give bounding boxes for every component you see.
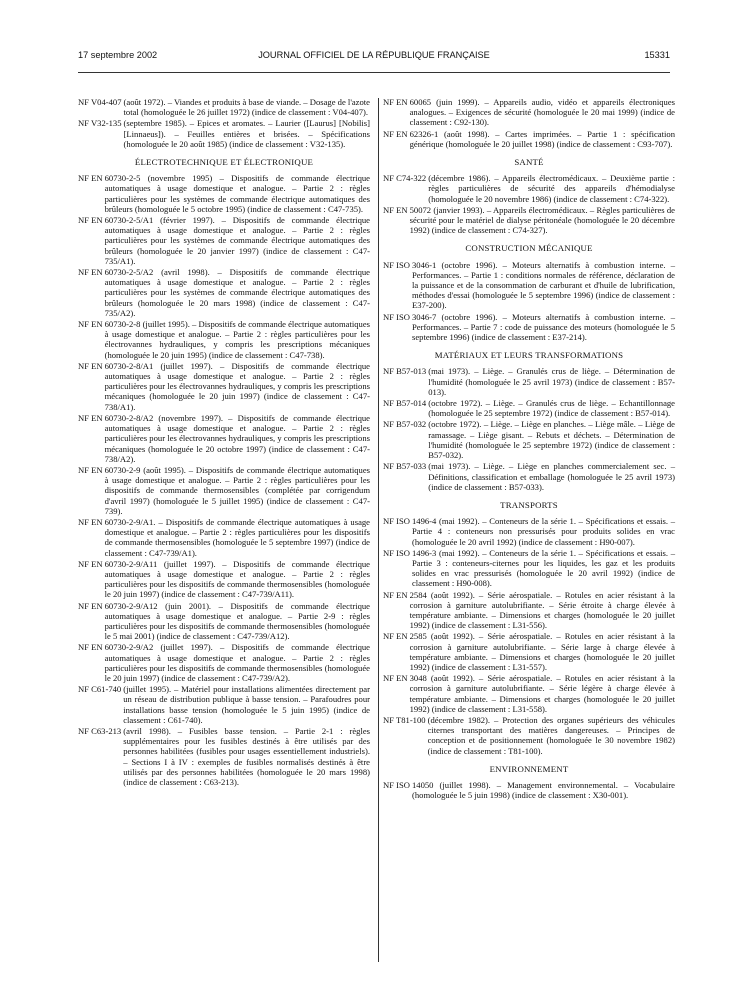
header-page-number: 15331 bbox=[644, 50, 670, 60]
standard-entry bbox=[78, 559, 370, 600]
standard-description: 1496-3 (mai 1992). – Conteneurs de la série 1. – Spécifications et essais. – Partie 3 : conteneurs-citernes pour les liquides, les gaz et les produits solides en vrac pressurisés (homologuée le 20 avril 1992) (indice de classement : H90-008). bbox=[411, 547, 675, 589]
section-heading: CONSTRUCTION MÉCANIQUE bbox=[465, 243, 593, 254]
standard-entry bbox=[78, 601, 370, 642]
standard-description: 60730-2-9 (août 1995). – Dispositifs de commande électrique automatiques à usage domestique et analogue. – Partie 2 : règles particulières pour les dispositifs de commande thermosensibles (complétée par corrigendum d'avril 1997) (homologuée le 5 juillet 1995) (indice de classement : C47-739). bbox=[104, 464, 370, 516]
standard-code: NF EN bbox=[383, 128, 408, 139]
standard-code: NF EN bbox=[78, 412, 103, 423]
standard-description: 60730-2-9/A11 (juillet 1997). – Dispositifs de commande électrique automatiques à usage domestique et analogue. – Partie 2 : règles particulières pour les dispositifs de commande thermosensibles (homologuée le 20 juin 1997) (indice de classement : C47-739/A11). bbox=[104, 558, 370, 600]
standard-code: NF ISO bbox=[383, 779, 410, 790]
standard-code: NF EN bbox=[78, 215, 103, 226]
standard-entry bbox=[78, 97, 370, 117]
standard-entry bbox=[383, 173, 675, 204]
standard-code: NF EN bbox=[383, 631, 408, 642]
standard-description: (octobre 1972). – Liège. – Granulés crus de liège. – Echantillonnage (homologuée le 25 septembre 1972) (indice de classement : B57-014). bbox=[428, 398, 675, 419]
standard-description: 14050 (juillet 1998). – Management environnemental. – Vocabulaire (homologuée le 5 juin 1998) (indice de classement : X30-001). bbox=[411, 779, 675, 801]
standard-entry bbox=[78, 361, 370, 412]
standard-description: (mai 1973). – Liège. – Granulés crus de liège. – Détermination de l'humidité (homologuée le 25 avril 1973) (indice de classement : B57-013). bbox=[428, 366, 675, 397]
standard-entry bbox=[78, 267, 370, 318]
standard-description: 60730-2-8/A1 (juillet 1997). – Dispositifs de commande électrique automatiques à usage domestique et analogue. – Partie 2 : règles particulières pour les électrovannes hydrauliques, y compris les prescriptions mécaniques (homologuée le 20 juin 1997) (indice de classement : C47-738/A1). bbox=[104, 360, 370, 412]
standard-entry bbox=[383, 205, 675, 236]
header-journal-title: JOURNAL OFFICIEL DE LA RÉPUBLIQUE FRANÇAISE bbox=[258, 50, 490, 60]
standard-description: 3048 (août 1992). – Série aérospatiale. – Rotules en acier résistant à la corrosion à garniture autolubrifiante. – Série légère à charge élevée à température ambiante. – Dimensions et charges (homologuée le 20 juillet 1992) (indice de classement : L31-558). bbox=[409, 673, 675, 714]
standard-description: 60730-2-8/A2 (novembre 1997). – Dispositifs de commande électrique automatiques à usage domestique et analogue. – Partie 2 : règles particulières pour les électrovannes hydrauliques, y compris les prescriptions mécaniques (homologuée le 20 octobre 1997) (indice de classement : C47-738/A2). bbox=[104, 412, 370, 464]
standard-description: 60730-2-8 (juillet 1995). – Dispositifs de commande électrique automatiques à usage domestique et analogue. – Partie 2 : règles particulières pour les électrovannes hydrauliques, y compris les prescriptions mécaniques (homologuée le 20 juin 1995) (indice de classement : C47-738). bbox=[104, 319, 370, 360]
standard-code: NF EN bbox=[78, 267, 103, 278]
standard-entry bbox=[78, 642, 370, 683]
standard-description: (septembre 1985). – Epices et aromates. – Laurier ([Laurus] [Nobilis] [Linnaeus]). – Feuilles entières et brisées. – Spécifications (homologuée le 20 août 1985) (indice de classement : V32-135). bbox=[123, 118, 370, 149]
standard-description: 60730-2-9/A1. – Dispositifs de commande électrique automatiques à usage domestique et analogue. – Partie 2 : règles particulières pour les dispositifs de commande thermosensibles (homologuée le 5 septembre 1997) (indice de classement : C47-739/A1). bbox=[104, 516, 370, 558]
standard-entry bbox=[78, 215, 370, 266]
page-header bbox=[78, 50, 670, 62]
standard-description: (avril 1998). – Fusibles basse tension. – Partie 2-1 : règles supplémentaires pour les fusibles destinés à être utilisés par des personnes habilitées (fusibles pour usages essentiellement industriels). – Sections I à IV : exemples de fusibles normalisés destinés à être utilisés par des personnes habilitées (homologuée le 20 mars 1998) (indice de classement : C63-213). bbox=[123, 725, 370, 787]
standard-description: 1496-4 (mai 1992). – Conteneurs de la série 1. – Spécifications et essais. – Partie 4 : conteneurs non pressurisés pour produits solides en vrac (homologuée le 20 avril 1992) (indice de classement : H90-007). bbox=[411, 516, 675, 547]
standard-entry bbox=[78, 684, 370, 725]
standard-code: NF EN bbox=[78, 642, 103, 653]
standard-code: NF EN bbox=[78, 360, 103, 371]
standard-code: NF EN bbox=[383, 97, 408, 107]
column-divider bbox=[378, 98, 379, 962]
standard-description: 62326-1 (août 1998). – Cartes imprimées. – Partie 1 : spécification générique (homologuée le 20 juillet 1998) (indice de classement : C93-707). bbox=[409, 128, 675, 149]
standard-entry bbox=[383, 260, 675, 311]
standard-entry bbox=[383, 419, 675, 460]
standard-entry bbox=[78, 517, 370, 558]
standard-code: NF C63-213 bbox=[78, 725, 122, 736]
standard-entry bbox=[383, 715, 675, 756]
standard-code: NF ISO bbox=[383, 259, 410, 270]
standard-entry bbox=[383, 548, 675, 589]
standard-description: 60730-2-5 (novembre 1995) – Dispositifs de commande électrique automatiques à usage domestique et analogue. – Partie 2 : règles particulières pour les systèmes de commande électrique automatiques des brûleurs (homologuée le 5 octobre 1995) (indice de classement : C47-735). bbox=[104, 173, 370, 214]
header-date: 17 septembre 2002 bbox=[78, 50, 158, 60]
standard-description: 50072 (janvier 1993). – Appareils électromédicaux. – Règles particulières de sécurité pour le matériel de dialyse péritonéale (homologuée le 20 décembre 1992) (indice de classement : C74-327). bbox=[409, 204, 675, 236]
standard-code: NF ISO bbox=[383, 516, 410, 527]
standard-entry bbox=[78, 465, 370, 516]
section-heading: ENVIRONNEMENT bbox=[489, 763, 569, 774]
standard-code: NF EN bbox=[383, 589, 408, 600]
standard-description: 60065 (juin 1999). – Appareils audio, vidéo et appareils électroniques analogues. – Exigences de sécurité (homologuée le 20 mai 1999) (indice de classement : C92-130). bbox=[409, 97, 675, 128]
standard-entry bbox=[78, 173, 370, 214]
standard-description: (août 1972). – Viandes et produits à base de viande. – Dosage de l'azote total (homologuée le 26 juillet 1972) (indice de classement : V04-407). bbox=[123, 97, 370, 118]
standard-entry bbox=[78, 726, 370, 787]
standard-entry bbox=[383, 673, 675, 714]
standard-description: 60730-2-5/A2 (avril 1998). – Dispositifs de commande électrique automatiques à usage domestique et analogue. – Partie 2 : règles particulières pour les systèmes de commande électrique automatiques des brûleurs (homologuée le 20 mars 1998) (indice de classement : C47-735/A2). bbox=[104, 267, 370, 318]
standard-description: (décembre 1986). – Appareils électromédicaux. – Deuxième partie : règles particulières de sécurité des appareils d'hémodialyse (homologuée le 20 novembre 1986) (indice de classement : C74-322). bbox=[428, 173, 675, 204]
standard-code: NF C61-740 bbox=[78, 684, 122, 695]
standard-code: NF EN bbox=[383, 204, 408, 215]
standard-entry bbox=[383, 461, 675, 492]
standard-description: 3046-7 (octobre 1996). – Moteurs alternatifs à combustion interne. – Performances. – Partie 7 : code de puissance des moteurs (homologuée le 5 septembre 1996) (indice de classement : E37-214). bbox=[411, 311, 675, 343]
standard-code: NF EN bbox=[78, 558, 103, 569]
standard-code: NF ISO bbox=[383, 311, 410, 322]
standard-code: NF T81-100 bbox=[383, 714, 426, 725]
standard-description: 60730-2-5/A1 (février 1997). – Dispositifs de commande électrique automatiques à usage domestique et analogue. – Partie 2 : règles particulières pour les systèmes de commande électrique automatiques des brûleurs (homologuée le 20 janvier 1997) (indice de classement : C47-735/A1). bbox=[104, 215, 370, 266]
section-heading: SANTÉ bbox=[514, 157, 544, 168]
standard-entry bbox=[383, 129, 675, 149]
standard-code: NF V04-407 bbox=[78, 97, 122, 107]
standard-entry bbox=[383, 516, 675, 547]
standard-code: NF B57-013 bbox=[383, 366, 427, 377]
standard-entry bbox=[383, 366, 675, 397]
standard-description: (juillet 1995). – Matériel pour installations alimentées directement par un réseau de distribution publique à basse tension. – Parafoudres pour installations basse tension (homologuée le 5 juin 1995) (indice de classement : C61-740). bbox=[123, 684, 370, 725]
standard-code: NF EN bbox=[78, 319, 103, 330]
standard-code: NF V32-135 bbox=[78, 118, 122, 129]
standard-code: NF EN bbox=[383, 673, 408, 684]
standard-code: NF EN bbox=[78, 464, 103, 475]
standard-description: 2585 (août 1992). – Série aérospatiale. – Rotules en acier résistant à la corrosion à garniture autolubrifiante. – Série large à charge élevée à température ambiante. – Dimensions et charges (homologuée le 20 juillet 1992) (indice de classement : L31-557). bbox=[409, 631, 675, 672]
right-column bbox=[383, 97, 675, 801]
standard-description: 60730-2-9/A2 (juillet 1997). – Dispositifs de commande électrique automatiques à usage domestique et analogue. – Partie 2 : règles particulières pour les dispositifs de commande thermosensibles (homologuée le 20 juin 1997) (indice de classement : C47-739/A2). bbox=[104, 642, 370, 683]
section-heading: MATÉRIAUX ET LEURS TRANSFORMATIONS bbox=[434, 350, 624, 361]
standard-description: 3046-1 (octobre 1996). – Moteurs alternatifs à combustion interne. – Performances. – Partie 1 : conditions normales de référence, déclaration de la puissance et de la consommation de carburant et d'huile de lubrification, méthodes d'essai (homologuée le 5 septembre 1996) (indice de classement : E37-200). bbox=[411, 259, 675, 311]
standard-code: NF EN bbox=[78, 600, 103, 611]
standard-code: NF ISO bbox=[383, 547, 410, 558]
standard-description: 2584 (août 1992). – Série aérospatiale. – Rotules en acier résistant à la corrosion à garniture autolubrifiante. – Série étroite à charge élevée à température ambiante. – Dimensions et charges (homologuée le 20 juillet 1992) (indice de classement : L31-556). bbox=[409, 589, 675, 631]
standard-code: NF C74-322 bbox=[383, 173, 427, 184]
standard-entry bbox=[383, 398, 675, 418]
section-heading: TRANSPORTS bbox=[500, 499, 558, 510]
standard-entry bbox=[383, 780, 675, 800]
standard-description: 60730-2-9/A12 (juin 2001). – Dispositifs de commande électrique automatiques à usage domestique et analogue. – Partie 2-9 : règles particulières pour les dispositifs de commande thermosensibles (homologuée le 5 mai 2001) (indice de classement : C47-739/A12). bbox=[104, 600, 370, 642]
standard-entry bbox=[78, 118, 370, 149]
standard-code: NF EN bbox=[78, 173, 103, 184]
standard-entry bbox=[383, 590, 675, 631]
standard-code: NF B57-033 bbox=[383, 461, 427, 472]
standard-entry bbox=[78, 319, 370, 360]
standard-description: (décembre 1982). – Protection des organes supérieurs des véhicules citernes transportant des matières dangereuses. – Principes de conception et de positionnement (homologuée le 30 novembre 1982) (indice de classement : T81-100). bbox=[427, 714, 675, 756]
standard-code: NF B57-014 bbox=[383, 398, 427, 409]
header-rule bbox=[78, 72, 670, 73]
section-heading: ÉLECTROTECHNIQUE ET ÉLECTRONIQUE bbox=[134, 157, 314, 168]
standard-code: NF B57-032 bbox=[383, 419, 427, 430]
standard-entry bbox=[78, 413, 370, 464]
left-column bbox=[78, 97, 370, 788]
standard-entry bbox=[383, 631, 675, 672]
standard-description: (mai 1973). – Liège. – Liège en planches commercialement sec. – Définitions, classification et emballage (homologuée le 25 avril 1973) (indice de classement : B57-033). bbox=[428, 461, 675, 492]
standard-description: (octobre 1972). – Liège. – Liège en planches. – Liège mâle. – Liège de ramassage. – Liège gisant. – Rebuts et déchets. – Détermination de l'humidité (homologuée le 25 septembre 1972) (indice de classement : B57-032). bbox=[428, 419, 675, 461]
standard-code: NF EN bbox=[78, 516, 103, 527]
standard-entry bbox=[383, 312, 675, 343]
standard-entry bbox=[383, 97, 675, 128]
